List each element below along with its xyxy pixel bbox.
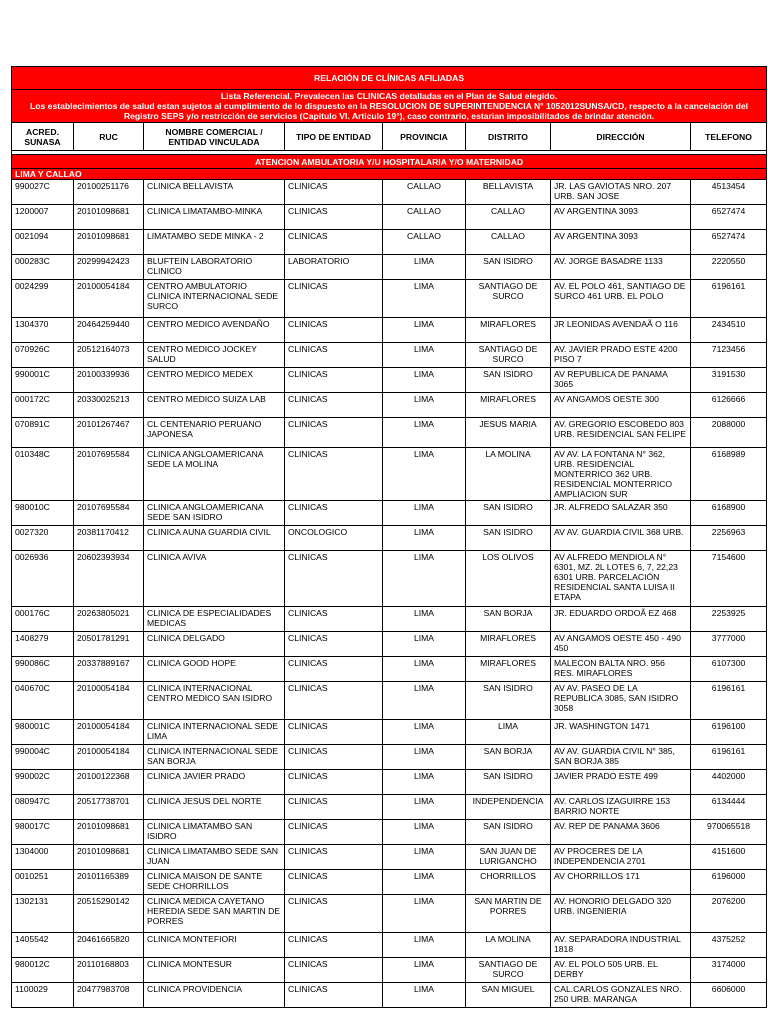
cell-direccion: AV. HONORIO DELGADO 320 URB. INGENIERIA [551,895,691,933]
cell-distrito: SAN MARTIN DE PORRES [466,895,551,933]
cell-distrito: INDEPENDENCIA [466,795,551,820]
clinics-document [11,66,766,1008]
cell-nombre: LIMATAMBO SEDE MINKA - 2 [144,230,285,255]
cell-distrito: CALLAO [466,230,551,255]
cell-telefono: 6196100 [691,720,767,745]
cell-nombre: CLINICA AVIVA [144,551,285,607]
cell-direccion: AV. GREGORIO ESCOBEDO 803 URB. RESIDENCIAL SAN FELIPE [551,418,691,448]
cell-telefono: 7154600 [691,551,767,607]
cell-ruc: 20517738701 [74,795,144,820]
cell-acred: 0024299 [12,280,74,318]
cell-nombre: CLINICA MEDICA CAYETANO HEREDIA SEDE SAN MARTIN DE PORRES [144,895,285,933]
cell-ruc: 20100054184 [74,745,144,770]
cell-acred: 070891C [12,418,74,448]
table-row [12,657,767,682]
cell-acred: 1304370 [12,318,74,343]
cell-provincia: LIMA [383,657,466,682]
cell-provincia: LIMA [383,551,466,607]
cell-tipo: CLINICAS [285,770,383,795]
cell-nombre: CLINICA JAVIER PRADO [144,770,285,795]
cell-distrito: LIMA [466,720,551,745]
cell-tipo: CLINICAS [285,895,383,933]
cell-direccion: AV. JORGE BASADRE 1133 [551,255,691,280]
table-row [12,770,767,795]
cell-nombre: CLINICA ANGLOAMERICANA SEDE SAN ISIDRO [144,501,285,526]
cell-direccion: AV AV. PASEO DE LA REPUBLICA 3085, SAN ISIDRO 3058 [551,682,691,720]
cell-distrito: SAN JUAN DE LURIGANCHO [466,845,551,870]
cell-acred: 0010251 [12,870,74,895]
table-row [12,368,767,393]
cell-tipo: CLINICAS [285,933,383,958]
cell-tipo: CLINICAS [285,448,383,501]
cell-ruc: 20461665820 [74,933,144,958]
table-row [12,720,767,745]
document-title: RELACIÓN DE CLÍNICAS AFILIADAS [12,67,767,90]
table-row [12,682,767,720]
cell-tipo: ONCOLOGICO [285,526,383,551]
cell-acred: 980001C [12,720,74,745]
cell-direccion: AV AV. GUARDIA CIVIL 368 URB. [551,526,691,551]
cell-ruc: 20110168803 [74,958,144,983]
cell-tipo: CLINICAS [285,205,383,230]
column-header: NOMBRE COMERCIAL / ENTIDAD VINCULADA [144,123,285,151]
cell-provincia: LIMA [383,745,466,770]
column-header: TELEFONO [691,123,767,151]
cell-tipo: CLINICAS [285,180,383,205]
cell-nombre: CENTRO MEDICO JOCKEY SALUD [144,343,285,368]
cell-ruc: 20101098681 [74,820,144,845]
cell-acred: 000283C [12,255,74,280]
cell-direccion: AV AV. GUARDIA CIVIL N° 385, SAN BORJA 385 [551,745,691,770]
cell-telefono: 6196161 [691,682,767,720]
cell-tipo: CLINICAS [285,230,383,255]
table-row [12,820,767,845]
column-header: PROVINCIA [383,123,466,151]
cell-ruc: 20515290142 [74,895,144,933]
cell-acred: 040670C [12,682,74,720]
column-header: DIRECCIÓN [551,123,691,151]
cell-distrito: SAN ISIDRO [466,368,551,393]
cell-direccion: CAL.CARLOS GONZALES NRO. 250 URB. MARANGA [551,983,691,1008]
cell-nombre: CLINICA GOOD HOPE [144,657,285,682]
cell-acred: 070926C [12,343,74,368]
cell-provincia: LIMA [383,895,466,933]
cell-direccion: JR. LAS GAVIOTAS NRO. 207 URB. SAN JOSE [551,180,691,205]
cell-ruc: 20464259440 [74,318,144,343]
cell-provincia: LIMA [383,632,466,657]
cell-telefono: 6527474 [691,205,767,230]
cell-provincia: CALLAO [383,180,466,205]
cell-direccion: JR LEONIDAS AVENDAÃ O 116 [551,318,691,343]
table-row [12,845,767,870]
cell-nombre: CLINICA AUNA GUARDIA CIVIL [144,526,285,551]
cell-distrito: SANTIAGO DE SURCO [466,343,551,368]
cell-direccion: AV ARGENTINA 3093 [551,230,691,255]
cell-telefono: 6168900 [691,501,767,526]
cell-tipo: CLINICAS [285,343,383,368]
cell-tipo: CLINICAS [285,870,383,895]
cell-distrito: MIRAFLORES [466,632,551,657]
cell-nombre: CENTRO MEDICO SUIZA LAB [144,393,285,418]
cell-ruc: 20100054184 [74,720,144,745]
cell-provincia: LIMA [383,501,466,526]
cell-nombre: CLINICA LIMATAMBO SEDE SAN JUAN [144,845,285,870]
cell-acred: 000172C [12,393,74,418]
cell-ruc: 20101098681 [74,205,144,230]
cell-nombre: BLUFTEIN LABORATORIO CLINICO [144,255,285,280]
cell-telefono: 6134444 [691,795,767,820]
cell-acred: 980012C [12,958,74,983]
cell-tipo: CLINICAS [285,845,383,870]
cell-nombre: CLINICA LIMATAMBO SAN ISIDRO [144,820,285,845]
cell-telefono: 2076200 [691,895,767,933]
cell-telefono: 6107300 [691,657,767,682]
cell-distrito: SAN ISIDRO [466,501,551,526]
table-row [12,230,767,255]
table-row [12,895,767,933]
cell-ruc: 20100251176 [74,180,144,205]
cell-nombre: CENTRO AMBULATORIO CLINICA INTERNACIONAL SEDE SURCO [144,280,285,318]
table-row [12,526,767,551]
cell-ruc: 20101267467 [74,418,144,448]
cell-ruc: 20100122368 [74,770,144,795]
cell-direccion: AV PROCERES DE LA INDEPENDENCIA 2701 [551,845,691,870]
table-row [12,795,767,820]
cell-ruc: 20107695584 [74,448,144,501]
cell-nombre: CLINICA MAISON DE SANTE SEDE CHORRILLOS [144,870,285,895]
cell-provincia: LIMA [383,526,466,551]
notice-line-1: Lista Referencial. Prevalecen las CLINICAS detalladas en el Plan de Salud elegido. [220,91,558,101]
cell-acred: 0026936 [12,551,74,607]
cell-acred: 990027C [12,180,74,205]
cell-tipo: CLINICAS [285,682,383,720]
cell-ruc: 20477983708 [74,983,144,1008]
table-row [12,551,767,607]
cell-acred: 990001C [12,368,74,393]
table-row [12,958,767,983]
cell-telefono: 970065518 [691,820,767,845]
cell-ruc: 20263805021 [74,607,144,632]
table-row [12,343,767,368]
table-row [12,318,767,343]
cell-tipo: CLINICAS [285,318,383,343]
cell-nombre: CLINICA LIMATAMBO-MINKA [144,205,285,230]
cell-distrito: JESUS MARIA [466,418,551,448]
cell-nombre: CLINICA INTERNACIONAL CENTRO MEDICO SAN ISIDRO [144,682,285,720]
cell-direccion: AV ANGAMOS OESTE 450 - 490 450 [551,632,691,657]
cell-distrito: SAN BORJA [466,607,551,632]
cell-telefono: 4375252 [691,933,767,958]
table-row [12,418,767,448]
cell-telefono: 6196161 [691,280,767,318]
cell-nombre: CENTRO MEDICO MEDEX [144,368,285,393]
cell-distrito: LA MOLINA [466,448,551,501]
cell-ruc: 20299942423 [74,255,144,280]
notice-line-2: Los establecimientos de salud estan sujetos al cumplimiento de lo dispuesto en la RESOLUCION DE SUPERINTENDENCIA N° 1052012SUNSA/CD, respecto a la cancelación del Registro SEPS y/o restricción de servicios (Capitulo VI. Articulo 19°), caso contrario, estarian imposibilitados de brindar atención. [30,101,749,121]
cell-tipo: CLINICAS [285,795,383,820]
cell-distrito: SAN ISIDRO [466,682,551,720]
cell-ruc: 20381170412 [74,526,144,551]
cell-direccion: MALECON BALTA NRO. 956 RES. MIRAFLORES [551,657,691,682]
cell-tipo: CLINICAS [285,820,383,845]
cell-direccion: AV ARGENTINA 3093 [551,205,691,230]
table-row [12,632,767,657]
cell-distrito: SAN ISIDRO [466,526,551,551]
column-header: ACRED. SUNASA [12,123,74,151]
cell-telefono: 2253925 [691,607,767,632]
cell-distrito: LOS OLIVOS [466,551,551,607]
cell-distrito: MIRAFLORES [466,657,551,682]
cell-provincia: LIMA [383,682,466,720]
cell-acred: 980010C [12,501,74,526]
cell-telefono: 7123456 [691,343,767,368]
cell-nombre: CLINICA DE ESPECIALIDADES MEDICAS [144,607,285,632]
cell-ruc: 20100339936 [74,368,144,393]
table-row [12,180,767,205]
table-row [12,933,767,958]
cell-telefono: 6196000 [691,870,767,895]
cell-provincia: LIMA [383,393,466,418]
cell-provincia: CALLAO [383,230,466,255]
cell-provincia: LIMA [383,720,466,745]
cell-distrito: BELLAVISTA [466,180,551,205]
cell-ruc: 20330025213 [74,393,144,418]
cell-ruc: 20337889167 [74,657,144,682]
cell-acred: 080947C [12,795,74,820]
cell-telefono: 6527474 [691,230,767,255]
cell-distrito: MIRAFLORES [466,393,551,418]
cell-tipo: CLINICAS [285,418,383,448]
cell-direccion: AV ALFREDO MENDIOLA N° 6301, MZ. 2L LOTES 6, 7, 22,23 6301 URB. PARCELACIÓN RESIDENCIAL SANTA LUISA II ETAPA [551,551,691,607]
cell-telefono: 2256963 [691,526,767,551]
cell-telefono: 4151600 [691,845,767,870]
table-row [12,393,767,418]
table-row [12,205,767,230]
region-header: LIMA Y CALLAO [12,169,767,180]
cell-acred: 1302131 [12,895,74,933]
column-header: RUC [74,123,144,151]
cell-ruc: 20501781291 [74,632,144,657]
cell-tipo: CLINICAS [285,280,383,318]
cell-provincia: CALLAO [383,205,466,230]
cell-provincia: LIMA [383,770,466,795]
cell-provincia: LIMA [383,983,466,1008]
cell-distrito: CALLAO [466,205,551,230]
cell-acred: 980017C [12,820,74,845]
cell-acred: 1405542 [12,933,74,958]
cell-ruc: 20101165389 [74,870,144,895]
table-row [12,870,767,895]
table-row [12,255,767,280]
cell-provincia: LIMA [383,418,466,448]
cell-acred: 990004C [12,745,74,770]
cell-nombre: CLINICA PROVIDENCIA [144,983,285,1008]
cell-acred: 1408279 [12,632,74,657]
cell-distrito: CHORRILLOS [466,870,551,895]
cell-acred: 990086C [12,657,74,682]
cell-provincia: LIMA [383,958,466,983]
cell-telefono: 2434510 [691,318,767,343]
notice-text [12,90,767,123]
cell-direccion: AV. CARLOS IZAGUIRRE 153 BARRIO NORTE [551,795,691,820]
cell-tipo: CLINICAS [285,983,383,1008]
cell-nombre: CL CENTENARIO PERUANO JAPONESA [144,418,285,448]
cell-nombre: CLINICA ANGLOAMERICANA SEDE LA MOLINA [144,448,285,501]
cell-direccion: JR. WASHINGTON 1471 [551,720,691,745]
cell-provincia: LIMA [383,933,466,958]
cell-ruc: 20100054184 [74,682,144,720]
cell-nombre: CLINICA MONTEFIORI [144,933,285,958]
cell-tipo: CLINICAS [285,720,383,745]
cell-provincia: LIMA [383,845,466,870]
cell-acred: 0027320 [12,526,74,551]
cell-provincia: LIMA [383,795,466,820]
cell-direccion: AV. EL POLO 505 URB. EL DERBY [551,958,691,983]
cell-direccion: AV. REP DE PANAMA 3606 [551,820,691,845]
section-header: ATENCION AMBULATORIA Y/U HOSPITALARIA Y/O MATERNIDAD [12,155,767,169]
cell-distrito: MIRAFLORES [466,318,551,343]
cell-direccion: AV. SEPARADORA INDUSTRIAL 1818 [551,933,691,958]
cell-tipo: CLINICAS [285,368,383,393]
cell-ruc: 20602393934 [74,551,144,607]
cell-provincia: LIMA [383,448,466,501]
table-row [12,607,767,632]
cell-acred: 000176C [12,607,74,632]
table-row [12,745,767,770]
cell-nombre: CLINICA DELGADO [144,632,285,657]
cell-telefono: 4513454 [691,180,767,205]
cell-acred: 1304000 [12,845,74,870]
clinics-table-body [12,180,767,1008]
cell-provincia: LIMA [383,343,466,368]
cell-direccion: JR. ALFREDO SALAZAR 350 [551,501,691,526]
cell-provincia: LIMA [383,820,466,845]
table-row [12,501,767,526]
cell-direccion: JR. EDUARDO ORDOÃ EZ 468 [551,607,691,632]
table-row [12,448,767,501]
cell-ruc: 20101098681 [74,845,144,870]
cell-provincia: LIMA [383,318,466,343]
table-row [12,983,767,1008]
cell-provincia: LIMA [383,607,466,632]
column-header: TIPO DE ENTIDAD [285,123,383,151]
cell-direccion: AV CHORRILLOS 171 [551,870,691,895]
cell-telefono: 2220550 [691,255,767,280]
cell-distrito: SANTIAGO DE SURCO [466,958,551,983]
cell-distrito: SAN ISIDRO [466,255,551,280]
cell-direccion: AV ANGAMOS OESTE 300 [551,393,691,418]
cell-provincia: LIMA [383,368,466,393]
cell-ruc: 20100054184 [74,280,144,318]
clinics-table [11,66,767,1008]
column-header: DISTRITO [466,123,551,151]
cell-nombre: CLINICA INTERNACIONAL SEDE SAN BORJA [144,745,285,770]
cell-nombre: CLINICA INTERNACIONAL SEDE LIMA [144,720,285,745]
cell-telefono: 6196161 [691,745,767,770]
cell-distrito: SAN ISIDRO [466,820,551,845]
cell-tipo: CLINICAS [285,501,383,526]
cell-ruc: 20101098681 [74,230,144,255]
cell-telefono: 6126666 [691,393,767,418]
cell-distrito: LA MOLINA [466,933,551,958]
cell-direccion: AV. JAVIER PRADO ESTE 4200 PISO 7 [551,343,691,368]
cell-direccion: AV. EL POLO 461, SANTIAGO DE SURCO 461 URB. EL POLO [551,280,691,318]
cell-ruc: 20107695584 [74,501,144,526]
cell-nombre: CLINICA JESUS DEL NORTE [144,795,285,820]
cell-tipo: LABORATORIO [285,255,383,280]
cell-nombre: CLINICA BELLAVISTA [144,180,285,205]
cell-tipo: CLINICAS [285,393,383,418]
cell-distrito: SAN BORJA [466,745,551,770]
cell-tipo: CLINICAS [285,958,383,983]
column-header-row [12,123,767,151]
cell-telefono: 2088000 [691,418,767,448]
cell-direccion: JAVIER PRADO ESTE 499 [551,770,691,795]
cell-telefono: 4402000 [691,770,767,795]
table-row [12,280,767,318]
cell-acred: 0021094 [12,230,74,255]
cell-nombre: CLINICA MONTESUR [144,958,285,983]
cell-telefono: 3777000 [691,632,767,657]
cell-ruc: 20512164073 [74,343,144,368]
cell-tipo: CLINICAS [285,745,383,770]
cell-direccion: AV REPUBLICA DE PANAMA 3065 [551,368,691,393]
cell-provincia: LIMA [383,870,466,895]
cell-distrito: SAN MIGUEL [466,983,551,1008]
cell-direccion: AV AV. LA FONTANA N° 362, URB. RESIDENCIAL MONTERRICO 362 URB. RESIDENCIAL MONTERRICO AMPLIACION SUR [551,448,691,501]
cell-acred: 010348C [12,448,74,501]
cell-telefono: 3174000 [691,958,767,983]
cell-provincia: LIMA [383,280,466,318]
cell-acred: 990002C [12,770,74,795]
cell-tipo: CLINICAS [285,607,383,632]
cell-distrito: SAN ISIDRO [466,770,551,795]
cell-telefono: 3191530 [691,368,767,393]
cell-acred: 1200007 [12,205,74,230]
cell-telefono: 6606000 [691,983,767,1008]
cell-tipo: CLINICAS [285,657,383,682]
cell-tipo: CLINICAS [285,551,383,607]
cell-provincia: LIMA [383,255,466,280]
cell-acred: 1100029 [12,983,74,1008]
cell-nombre: CENTRO MEDICO AVENDAÑO [144,318,285,343]
cell-distrito: SANTIAGO DE SURCO [466,280,551,318]
cell-tipo: CLINICAS [285,632,383,657]
cell-telefono: 6168989 [691,448,767,501]
